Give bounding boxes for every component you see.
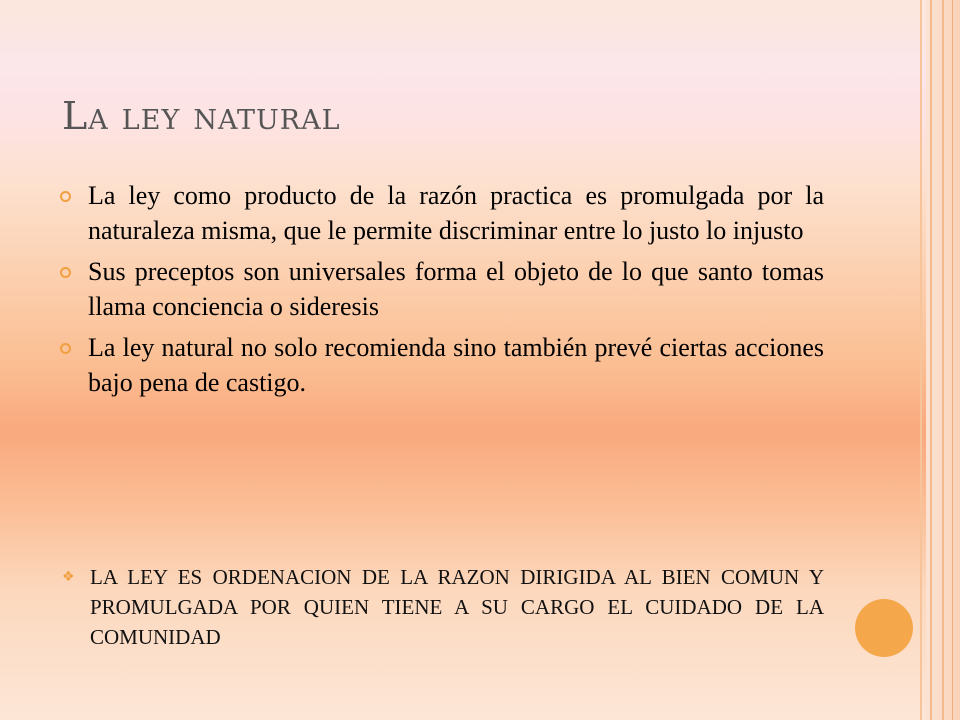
edge-line — [942, 0, 944, 720]
bullet-text: La ley natural no solo recomienda sino también prevé ciertas acciones bajo pena de castigo. — [88, 333, 824, 397]
bullet-list — [60, 178, 824, 406]
ring-bullet-icon — [60, 267, 71, 278]
bullet-text: Sus preceptos son universales forma el objeto de lo que santo tomas llama conciencia o sideresis — [88, 257, 824, 321]
edge-line — [930, 0, 932, 720]
ring-bullet-icon — [60, 191, 71, 202]
note-item — [62, 562, 824, 652]
bullet-item — [60, 254, 824, 324]
bullet-text: La ley como producto de la razón practica es promulgada por la naturaleza misma, que le permite discriminar entre lo justo lo injusto — [88, 181, 824, 245]
bullet-item — [60, 330, 824, 400]
edge-line — [952, 0, 953, 720]
bullet-item — [60, 178, 824, 248]
diamond-bullet-icon: ❖ — [62, 569, 75, 585]
note-text: LA LEY ES ORDENACION DE LA RAZON DIRIGIDA AL BIEN COMUN Y PROMULGADA POR QUIEN TIENE A SU CARGO EL CUIDADO DE LA COMUNIDAD — [90, 565, 824, 649]
edge-line — [920, 0, 922, 720]
decorative-circle — [855, 599, 913, 657]
ring-bullet-icon — [60, 343, 71, 354]
slide-title: La ley natural — [62, 94, 341, 138]
